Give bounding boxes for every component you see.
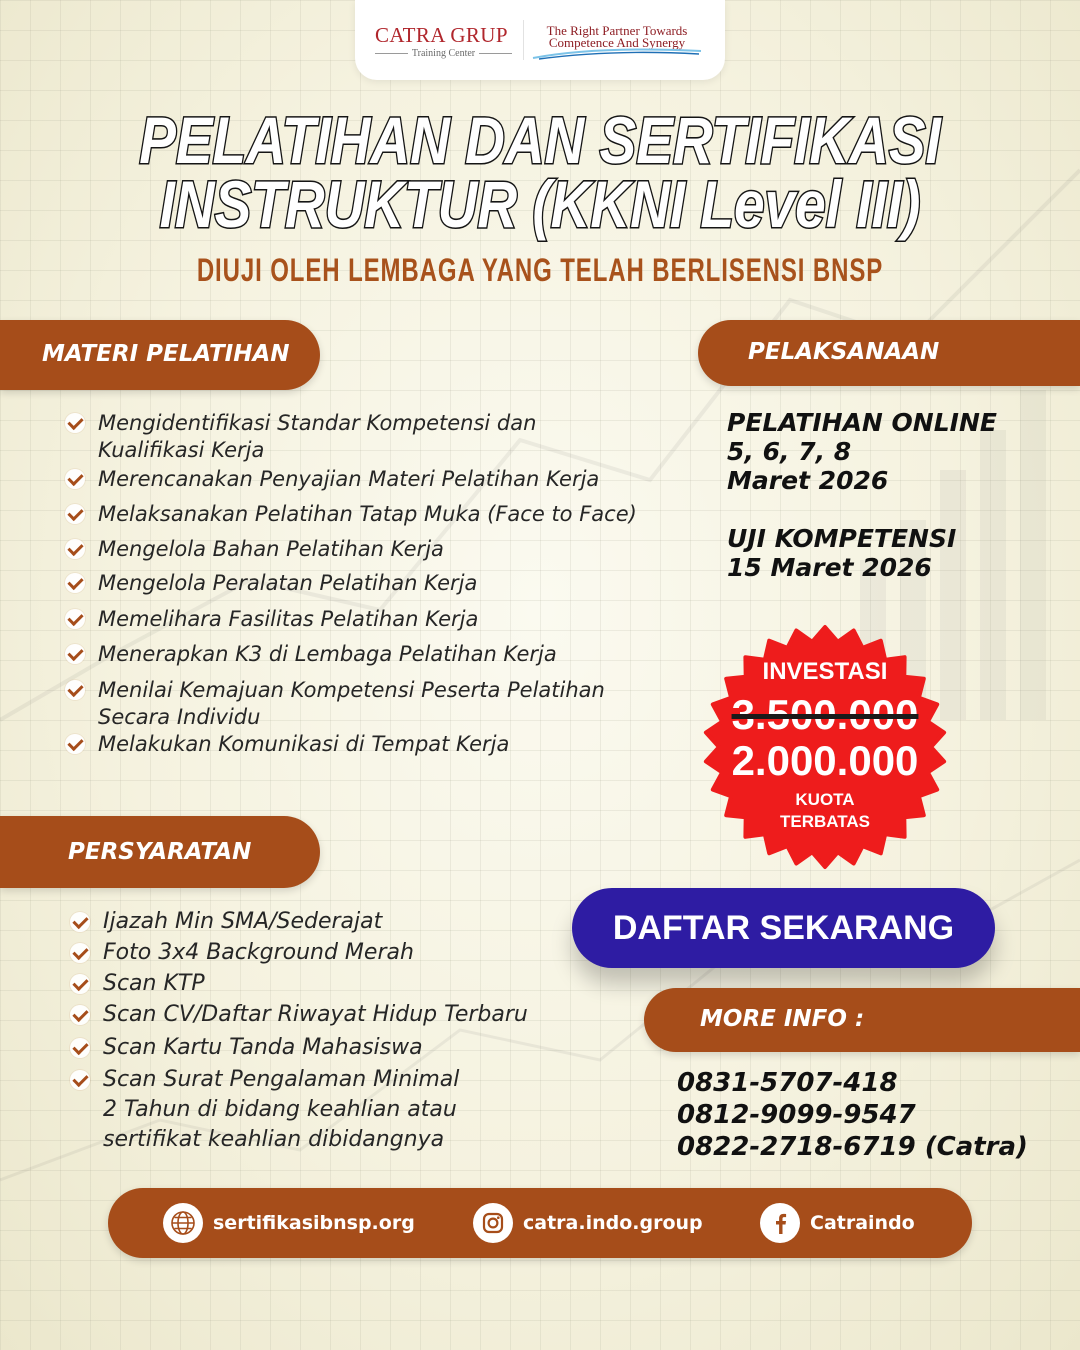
materi-item <box>98 731 509 758</box>
check-icon <box>65 413 85 433</box>
check-icon <box>65 469 85 489</box>
page-subtitle: DIUJI OLEH LEMBAGA YANG TELAH BERLISENSI BNSP <box>196 252 884 288</box>
exam-title: UJI KOMPETENSI <box>727 524 957 553</box>
new-price: 2.000.000 <box>731 737 919 784</box>
check-icon <box>65 734 85 754</box>
title-line-1: PELATIHAN DAN SERTIFIKASI <box>139 102 941 178</box>
tagline-line-2: Competence And Synergy <box>548 35 686 50</box>
phone-list <box>677 1067 1028 1163</box>
persyaratan-item-text: Scan Kartu Tanda Mahasiswa <box>103 1035 423 1060</box>
more-info-heading-pill <box>644 988 1080 1052</box>
materi-item-text: Melakukan Komunikasi di Tempat Kerja <box>98 732 510 756</box>
price-badge <box>700 622 950 872</box>
persyaratan-item <box>103 938 414 968</box>
materi-item-text: Menerapkan K3 di Lembaga Pelatihan Kerja <box>98 642 557 666</box>
website-link[interactable]: sertifikasibnsp.org <box>213 1212 415 1234</box>
logo-divider <box>523 20 524 60</box>
persyaratan-item-text: Ijazah Min SMA/Sederajat <box>103 909 383 934</box>
check-icon <box>65 504 85 524</box>
online-dates: 5, 6, 7, 8 <box>727 437 852 466</box>
persyaratan-item-text: Scan CV/Daftar Riwayat Hidup Terbaru <box>103 1002 528 1027</box>
logo-tagline <box>531 25 703 49</box>
register-now-button[interactable]: DAFTAR SEKARANG <box>572 888 995 968</box>
logo-subtitle <box>375 47 512 59</box>
check-icon <box>70 912 90 932</box>
persyaratan-item <box>103 969 205 999</box>
persyaratan-item-text: Foto 3x4 Background Merah <box>103 940 414 965</box>
materi-item <box>98 466 599 493</box>
logo-subtitle-text: Training Center <box>411 47 476 59</box>
materi-item <box>98 570 477 597</box>
persyaratan-item <box>103 907 382 937</box>
online-title: PELATIHAN ONLINE <box>727 408 997 437</box>
materi-item <box>98 677 605 731</box>
check-icon <box>65 539 85 559</box>
swoosh-icon <box>531 47 703 61</box>
materi-item <box>98 536 444 563</box>
price-label: INVESTASI <box>762 658 888 685</box>
check-icon <box>65 573 85 593</box>
logo-rule-left <box>375 53 408 54</box>
materi-item-text: Mengelola Bahan Pelatihan Kerja <box>98 537 444 561</box>
materi-item-text: Melaksanakan Pelatihan Tatap Muka (Face to Face) <box>98 502 637 526</box>
materi-item <box>98 606 478 633</box>
globe-icon <box>163 1203 203 1243</box>
footer-contact-bar <box>108 1188 972 1258</box>
phone-number: 0812-9099-9547 <box>677 1100 916 1130</box>
check-icon <box>70 943 90 963</box>
materi-heading: MATERI PELATIHAN <box>42 341 290 367</box>
persyaratan-item <box>103 1033 423 1063</box>
persyaratan-item <box>103 1000 528 1030</box>
logo-header <box>355 0 725 80</box>
pelaksanaan-heading-pill <box>698 320 1080 386</box>
instagram-icon <box>473 1203 513 1243</box>
logo-rule-right <box>479 53 512 54</box>
persyaratan-heading: PERSYARATAN <box>68 839 252 865</box>
materi-item-text: Memelihara Fasilitas Pelatihan Kerja <box>98 607 479 631</box>
tagline-line-1: The Right Partner Towards <box>546 23 688 38</box>
materi-item <box>98 501 637 528</box>
materi-item-text: Mengelola Peralatan Pelatihan Kerja <box>98 571 478 595</box>
instagram-link[interactable]: catra.indo.group <box>523 1212 703 1234</box>
quota-line-2: TERBATAS <box>779 812 871 831</box>
check-icon <box>65 609 85 629</box>
persyaratan-item-text: Scan Surat Pengalaman Minimal 2 Tahun di bidang keahlian atau sertifikat keahlian dibidangnya <box>103 1067 460 1152</box>
persyaratan-heading-pill <box>0 816 320 888</box>
check-icon <box>70 974 90 994</box>
title-line-2: INSTRUKTUR (KKNI Level III) <box>159 166 921 242</box>
persyaratan-item-text: Scan KTP <box>103 971 205 996</box>
more-info-heading: MORE INFO : <box>700 1006 865 1032</box>
check-icon <box>70 1038 90 1058</box>
pelaksanaan-heading: PELAKSANAAN <box>748 339 940 365</box>
check-icon <box>65 644 85 664</box>
materi-item-text: Merencanakan Penyajian Materi Pelatihan Kerja <box>98 467 600 491</box>
materi-item-text: Mengidentifikasi Standar Kompetensi dan Kualifikasi Kerja <box>98 411 537 462</box>
online-month: Maret 2026 <box>727 466 889 495</box>
phone-number: 0831-5707-418 <box>677 1068 898 1098</box>
quota-line-1: KUOTA <box>795 790 855 809</box>
materi-heading-pill <box>0 320 320 390</box>
logo-name: CATRA GRUP <box>375 23 508 47</box>
materi-item-text: Menilai Kemajuan Kompetensi Peserta Pelatihan Secara Individu <box>98 678 605 729</box>
facebook-icon <box>760 1203 800 1243</box>
persyaratan-item <box>103 1065 459 1155</box>
check-icon <box>70 1005 90 1025</box>
check-icon <box>70 1070 90 1090</box>
schedule-info <box>727 408 997 582</box>
exam-date: 15 Maret 2026 <box>727 553 932 582</box>
old-price: 3.500.000 <box>731 691 919 738</box>
materi-item <box>98 410 536 464</box>
materi-item <box>98 641 557 668</box>
page-title <box>0 102 1080 242</box>
facebook-link[interactable]: Catraindo <box>810 1212 915 1234</box>
check-icon <box>65 680 85 700</box>
phone-number: 0822-2718-6719 (Catra) <box>677 1132 1028 1162</box>
